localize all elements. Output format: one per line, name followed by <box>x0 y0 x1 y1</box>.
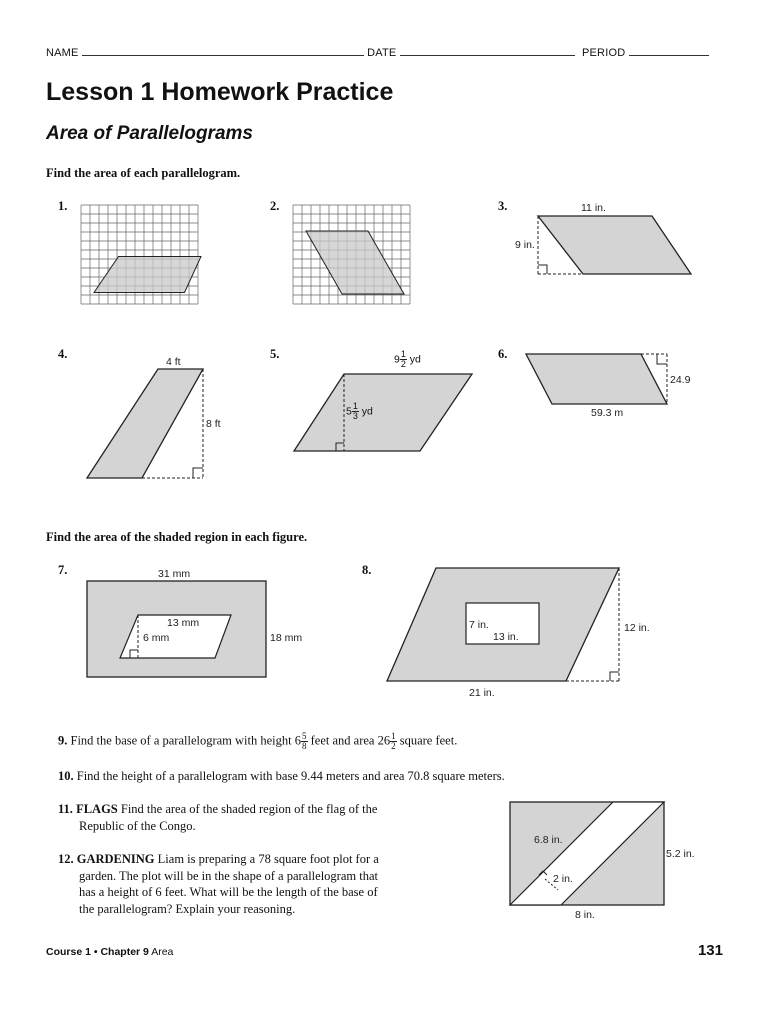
problem-3-parallelogram <box>538 216 691 274</box>
flag-figure <box>505 797 705 925</box>
problem-8-figure <box>383 562 663 702</box>
flag-height-label: 5.2 in. <box>666 848 695 860</box>
problem-7-inner-base-label: 13 mm <box>167 617 200 629</box>
flag-side-label: 6.8 in. <box>534 834 563 846</box>
period-label: PERIOD <box>581 47 626 59</box>
section2-instruction: Find the area of the shaded region in each figure. <box>46 530 308 544</box>
problem-6-figure <box>520 348 700 420</box>
problem-5-number: 5. <box>270 347 280 361</box>
problem-4-parallelogram <box>87 369 203 478</box>
problem-3-figure <box>505 196 705 280</box>
name-label: NAME <box>46 47 79 59</box>
section1-instruction: Find the area of each parallelogram. <box>46 166 241 180</box>
problem-7-outer-width-label: 31 mm <box>158 568 191 580</box>
problem-1-number: 1. <box>58 199 68 213</box>
problem-8-inner-width-label: 13 in. <box>493 631 519 643</box>
problem-3-base-label: 11 in. <box>581 202 606 214</box>
flag-width-label: 8 in. <box>575 909 595 921</box>
problem-8-inner-height-label: 7 in. <box>469 619 489 631</box>
problem-1-grid-figure <box>80 204 204 306</box>
problem-1-parallelogram <box>94 257 201 293</box>
footer-course: Course 1 • Chapter 9 Area <box>46 946 174 958</box>
date-field[interactable] <box>400 46 575 56</box>
problem-5-figure <box>290 346 480 458</box>
header <box>46 46 709 59</box>
problem-5-base-label: 9 $\frac{1}{2}$ yd <box>394 349 421 369</box>
problem-6-base-label: 59.3 m <box>591 407 624 419</box>
name-field[interactable] <box>82 46 364 56</box>
problem-8-number: 8. <box>362 563 372 577</box>
problem-6-number: 6. <box>498 347 508 361</box>
question-11: 11. FLAGS Find the area of the shaded region of the flag of the Republic of the Congo. <box>58 802 378 833</box>
problem-3-height-label: 9 in. <box>515 239 535 251</box>
problem-5-parallelogram <box>294 374 472 451</box>
question-9: 9. Find the base of a parallelogram with height 6 $\frac{5}{8}$ feet and area 26 $\frac{1}{2}$ square feet. <box>58 731 458 751</box>
problem-8-outer-height-label: 12 in. <box>624 622 650 634</box>
question-10: 10. Find the height of a parallelogram with base 9.44 meters and area 70.8 square meters. <box>58 769 505 783</box>
problem-4-number: 4. <box>58 347 68 361</box>
problem-2-grid-figure <box>292 204 416 306</box>
problem-5-height-label: 5 $\frac{1}{3}$ yd <box>346 401 373 421</box>
period-field[interactable] <box>629 46 709 56</box>
problem-2-parallelogram <box>306 231 404 294</box>
problem-6-height-label: 24.9 <box>670 374 691 386</box>
problem-2-number: 2. <box>270 199 280 213</box>
problem-3-number: 3. <box>498 199 508 213</box>
question-12: 12. GARDENING Liam is preparing a 78 square foot plot for a garden. The plot will be in the shape of a parallelogram that has a height of 6 feet. What will be the length of the base of the parallelogram? Explain your reasoning. <box>58 852 379 916</box>
problem-8-outer-base-label: 21 in. <box>469 687 495 699</box>
page-subtitle: Area of Parallelograms <box>46 123 253 144</box>
date-label: DATE <box>367 47 397 59</box>
page-number: 131 <box>697 942 723 959</box>
problem-4-height-label: 8 ft <box>206 418 221 430</box>
problem-7-outer-height-label: 18 mm <box>270 632 303 644</box>
problem-7-inner-height-label: 6 mm <box>143 632 170 644</box>
page-title: Lesson 1 Homework Practice <box>46 78 394 106</box>
problem-6-parallelogram <box>526 354 667 404</box>
problem-7-number: 7. <box>58 563 68 577</box>
flag-stripe-label: 2 in. <box>553 873 573 885</box>
problem-7-figure <box>80 562 320 682</box>
problem-4-figure <box>80 350 230 485</box>
problem-4-base-label: 4 ft <box>166 356 181 368</box>
